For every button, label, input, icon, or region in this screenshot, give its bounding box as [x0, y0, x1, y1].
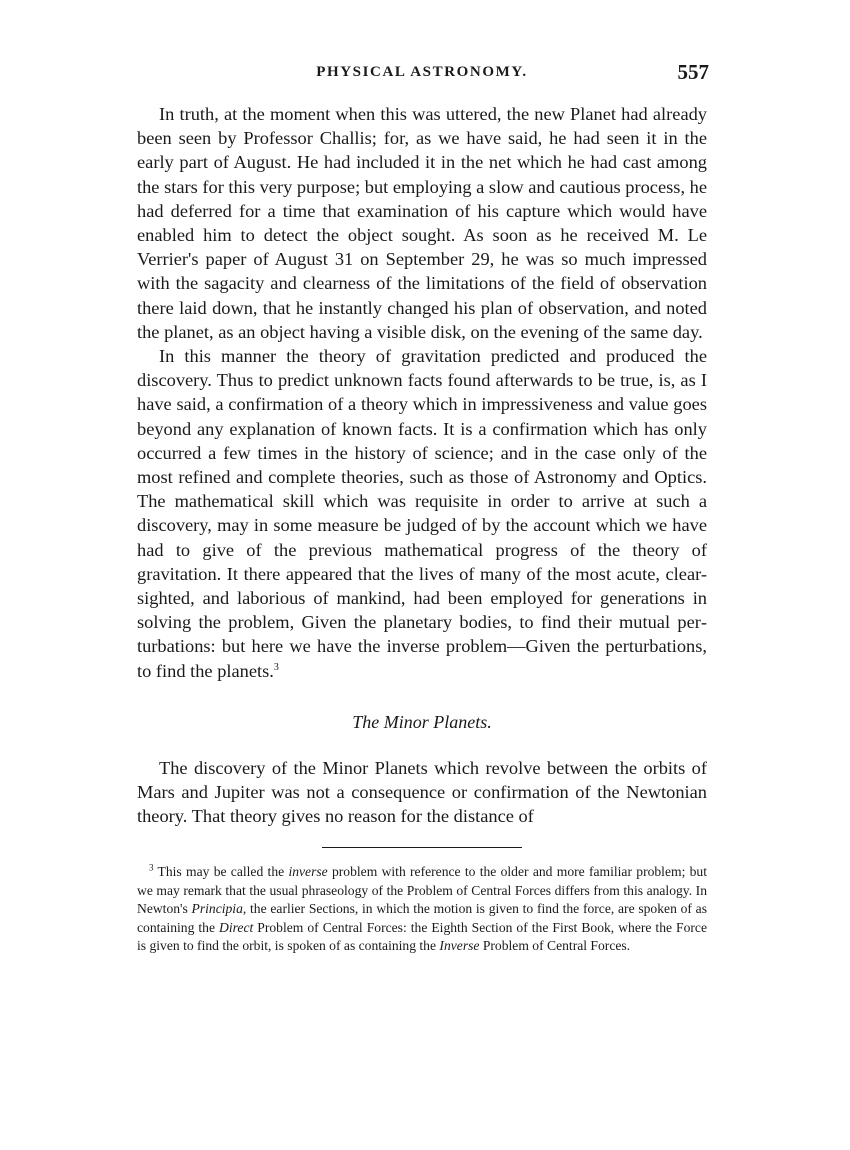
paragraph-text: In this manner the theory of gravitation predicted and produced the discovery. Thus to predict unknown facts found afterwards to be true, is, as I have said, a confirmation of a theory which in impressiveness and value goes beyond any explanation of known facts. It is a confirmation which has only occurred a few times in the history of science; and in the case only of the most refined and complete theories, such as those of Astronomy and Optics. The mathematical skill which was requisite in order to arrive at such a discovery, may in some measure be judged of by the account which we have had to give of the previous mathematical progress of the theory of gravitation. It there appeared that the lives of many of the most acute, clear-sighted, and laborious of mankind, had been employed for generations in solving the problem, Given the planetary bodies, to find their mutual perturbations: but here we have the inverse problem—Given the perturbations, to find the planets.	[137, 346, 707, 681]
footnote-emphasis: Principia	[191, 901, 243, 917]
footnote-segment: Problem of Central Forces.	[479, 938, 631, 954]
page-number: 557	[677, 60, 709, 84]
footnote-emphasis: Inverse	[439, 938, 480, 954]
paragraph	[137, 756, 707, 829]
footnote-segment: This may be called the	[157, 864, 289, 880]
footnote-reference: 3	[273, 661, 279, 673]
footnote-segment: problem with reference to the older and more familiar problem; but we may remark that the usual phraseology of the Problem of Central Forces differs from this analogy. In Newton's	[137, 864, 707, 917]
footnote-emphasis: inverse	[288, 864, 328, 880]
running-head	[137, 60, 707, 88]
footnote-emphasis: Direct	[219, 919, 254, 935]
paragraph	[137, 102, 707, 344]
body-text	[137, 102, 707, 683]
footnote-mark: 3	[149, 862, 154, 873]
footnote	[137, 863, 707, 956]
paragraph-text: In truth, at the moment when this was uttered, the new Planet had already been seen by Professor Challis; for, as we have said, he had seen it in the early part of August. He had included it in the net which he had cast among the stars for this very purpose; but employing a slow and cautious process, he had deferred for a time that examination of his capture which would have enabled him to detect the object sought. As soon as he received M. Le Verrier's paper of August 31 on September 29, he was so much impressed with the sagacity and clearness of the limitations of the field of observation there laid down, that he instantly changed his plan of observation, and noted the planet, as an object having a visible disk, on the evening of the same day.	[137, 104, 707, 342]
footnote-text	[137, 863, 707, 956]
section-heading: The Minor Planets.	[352, 711, 492, 732]
body-text	[137, 756, 707, 829]
footnote-divider	[322, 847, 522, 848]
footnote-segment: Problem of Central Forces: the Eighth Section of the First Book, where the Force is given to find the orbit, is spoken of as containing the	[137, 919, 708, 954]
footnote-segment: , the earlier Sections, in which the motion is given to find the force, are spoken of as containing the	[137, 901, 707, 935]
running-title: PHYSICAL ASTRONOMY.	[316, 64, 528, 80]
paragraph-text: The discovery of the Minor Planets which revolve between the orbits of Mars and Jupiter was not a consequence or confirmation of the Newtonian theory. That theory gives no reason for the distance of	[137, 757, 707, 827]
paragraph	[137, 344, 707, 683]
book-page	[137, 60, 707, 956]
